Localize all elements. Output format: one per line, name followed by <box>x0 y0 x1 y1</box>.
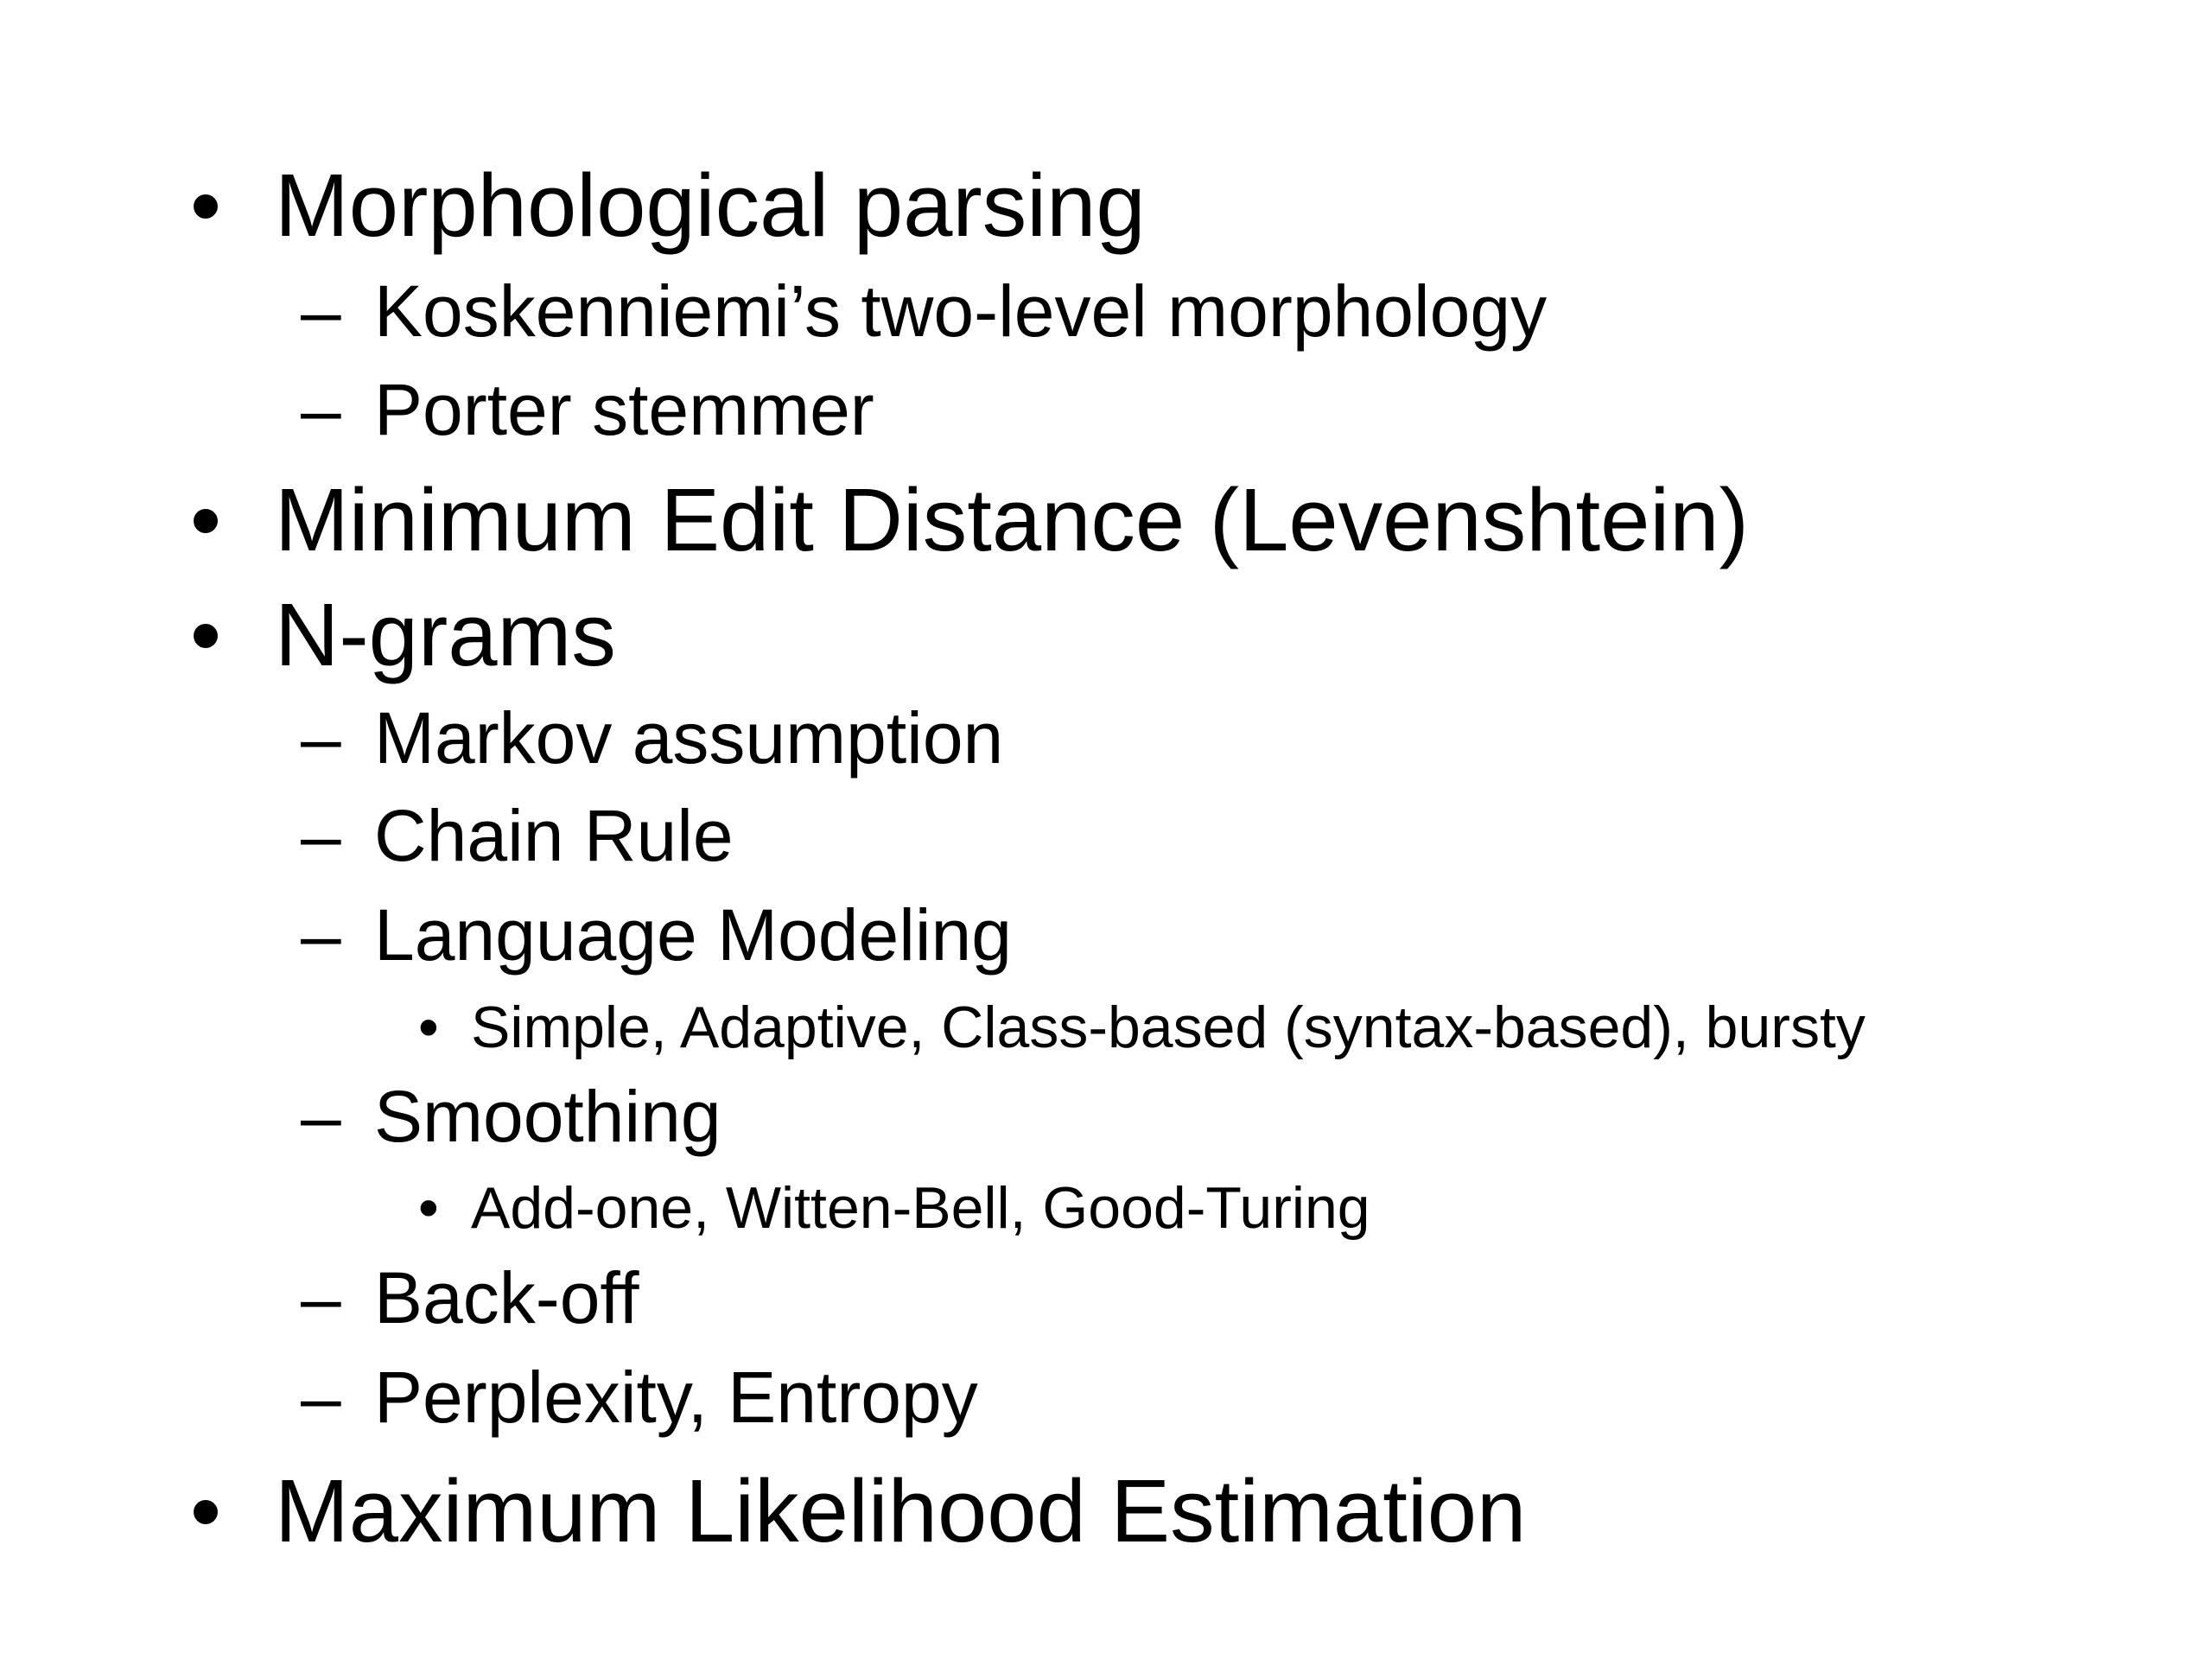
dash-marker: – <box>301 894 341 976</box>
dash-marker: – <box>301 270 341 352</box>
bullet-text: Minimum Edit Distance (Levenshtein) <box>275 470 1749 569</box>
sub-bullet-text: Back-off <box>374 1257 639 1338</box>
sub-bullet-text: Chain Rule <box>374 795 734 876</box>
dash-marker: – <box>301 1357 341 1438</box>
bullet-marker: • <box>418 995 439 1060</box>
bullet-text: Maximum Likelihood Estimation <box>275 1461 1527 1560</box>
sub-bullet-text: Koskenniemi’s two-level morphology <box>374 270 1548 352</box>
bullet-marker: • <box>190 585 222 684</box>
dash-marker: – <box>301 697 341 779</box>
dash-marker: – <box>301 369 341 450</box>
sub-bullet-text: Smoothing <box>374 1076 721 1157</box>
sub-sub-bullet-text: Add-one, Witten-Bell, Good-Turing <box>471 1175 1370 1241</box>
sub-bullet-text: Porter stemmer <box>374 369 874 450</box>
bullet-marker: • <box>190 470 222 569</box>
bullet-marker: • <box>190 1461 222 1560</box>
bullet-marker: • <box>190 156 222 255</box>
bullet-marker: • <box>418 1175 439 1241</box>
sub-bullet-text: Perplexity, Entropy <box>374 1357 978 1438</box>
dash-marker: – <box>301 795 341 876</box>
sub-bullet-text: Language Modeling <box>374 894 1012 976</box>
dash-marker: – <box>301 1257 341 1338</box>
bullet-text: N-grams <box>275 585 616 684</box>
sub-sub-bullet-text: Simple, Adaptive, Class-based (syntax-based), bursty <box>471 995 1866 1060</box>
sub-bullet-text: Markov assumption <box>374 697 1004 779</box>
dash-marker: – <box>301 1076 341 1157</box>
bullet-text: Morphological parsing <box>275 156 1146 255</box>
